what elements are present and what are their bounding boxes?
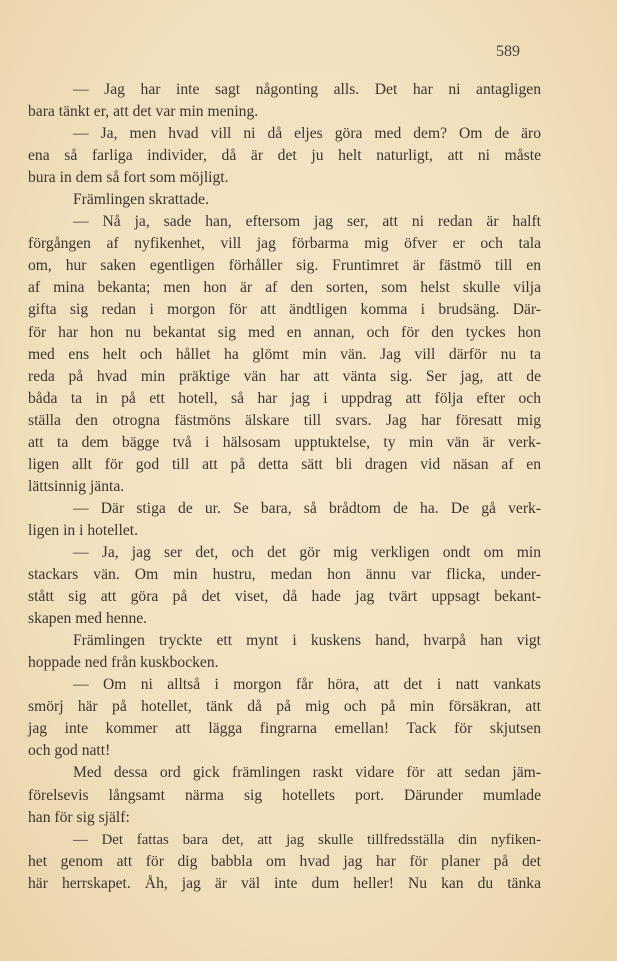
text-line: — Ja, men hvad vill ni då eljes göra med dem? Om de äro xyxy=(73,125,541,143)
text-line: lättsinnig jänta. xyxy=(28,477,125,495)
text-line: ligen in i hotellet. xyxy=(28,521,139,539)
text-line: ena så farliga individer, då är det ju helt naturligt, att ni måste xyxy=(28,147,541,165)
text-line: — Där stiga de ur. Se bara, så brådtom de ha. De gå verk- xyxy=(73,499,541,517)
text-line: ställa den otrogna fästmöns älskare till svars. Jag har föresatt mig xyxy=(28,411,541,429)
body-text xyxy=(28,79,541,895)
text-line: gifta sig redan i morgon för att ändtligen komma i brudsäng. Där- xyxy=(28,301,541,319)
text-line: jag inte kommer att lägga fingrarna emellan! Tack för skjutsen xyxy=(28,720,541,738)
text-line: — Jag har inte sagt någonting alls. Det har ni antagligen xyxy=(73,81,541,98)
text-line: hoppade ned från kuskbocken. xyxy=(28,654,219,672)
text-line: här herrskapet. Åh, jag är väl inte dum heller! Nu kan du tänka xyxy=(28,874,541,892)
text-line: af mina bekanta; men hon är af den sorten, som helst skulle vilja xyxy=(28,279,541,297)
text-line: — Nå ja, sade han, eftersom jag ser, att ni redan är halft xyxy=(73,213,541,231)
text-line: Med dessa ord gick främlingen raskt vidare för att sedan jäm- xyxy=(73,764,541,782)
text-line: — Om ni alltså i morgon får höra, att det i natt vankats xyxy=(73,676,541,694)
text-line: båda ta in på ett hotell, så har jag i uppdrag att följa efter och xyxy=(28,389,541,407)
text-line: och god natt! xyxy=(28,742,111,760)
text-line: stått sig att göra på det viset, då hade jag tvärt uppsagt bekant- xyxy=(28,588,541,606)
text-line: förelsevis långsamt närma sig hotellets port. Därunder mumlade xyxy=(28,786,541,804)
text-line: het genom att för dig babbla om hvad jag har för planer på det xyxy=(28,852,541,870)
text-line: skapen med henne. xyxy=(28,610,148,628)
text-line: Främlingen tryckte ett mynt i kuskens hand, hvarpå han vigt xyxy=(73,632,541,650)
paragraph xyxy=(28,498,541,542)
text-line: bura in dem så fort som möjligt. xyxy=(28,169,229,187)
paragraph xyxy=(28,211,541,498)
text-line: reda på hvad min präktige vän har att vänta sig. Ser jag, att de xyxy=(28,367,541,385)
text-line: förgången af nyfikenhet, vill jag förbarma mig öfver er och tala xyxy=(28,235,541,253)
paragraph xyxy=(28,630,541,674)
paragraph xyxy=(28,542,541,630)
paragraph xyxy=(28,79,541,123)
text-line: att ta dem bägge två i hälsosam upptuktelse, ty min vän är verk- xyxy=(28,433,541,451)
paragraph xyxy=(28,189,541,211)
text-line: om, hur saken egentligen förhåller sig. Fruntimret är fästmö till en xyxy=(28,257,541,275)
text-line: — Det fattas bara det, att jag skulle tillfredsställa din nyfiken- xyxy=(73,831,541,848)
paragraph xyxy=(28,674,541,762)
text-line: för har hon nu bekantat sig med en annan, och för den tyckes hon xyxy=(28,323,541,341)
page-number: 589 xyxy=(496,43,520,60)
text-line: Främlingen skrattade. xyxy=(73,191,209,209)
text-line: med ens helt och hållet ha glömt min vän. Jag vill därför nu ta xyxy=(28,345,541,363)
paragraph xyxy=(28,762,541,828)
paragraph xyxy=(28,123,541,189)
text-line: stackars vän. Om min hustru, medan hon ännu var flicka, under- xyxy=(28,566,541,584)
text-line: ligen allt för god till att på detta sätt bli dragen vid näsan af en xyxy=(28,455,541,473)
text-line: — Ja, jag ser det, och det gör mig verkligen ondt om min xyxy=(73,543,541,561)
text-line: bara tänkt er, att det var min mening. xyxy=(28,103,259,121)
text-line: han för sig själf: xyxy=(28,808,130,826)
text-line: smörj här på hotellet, tänk då på mig och på min försäkran, att xyxy=(28,698,541,716)
paragraph xyxy=(28,829,541,895)
